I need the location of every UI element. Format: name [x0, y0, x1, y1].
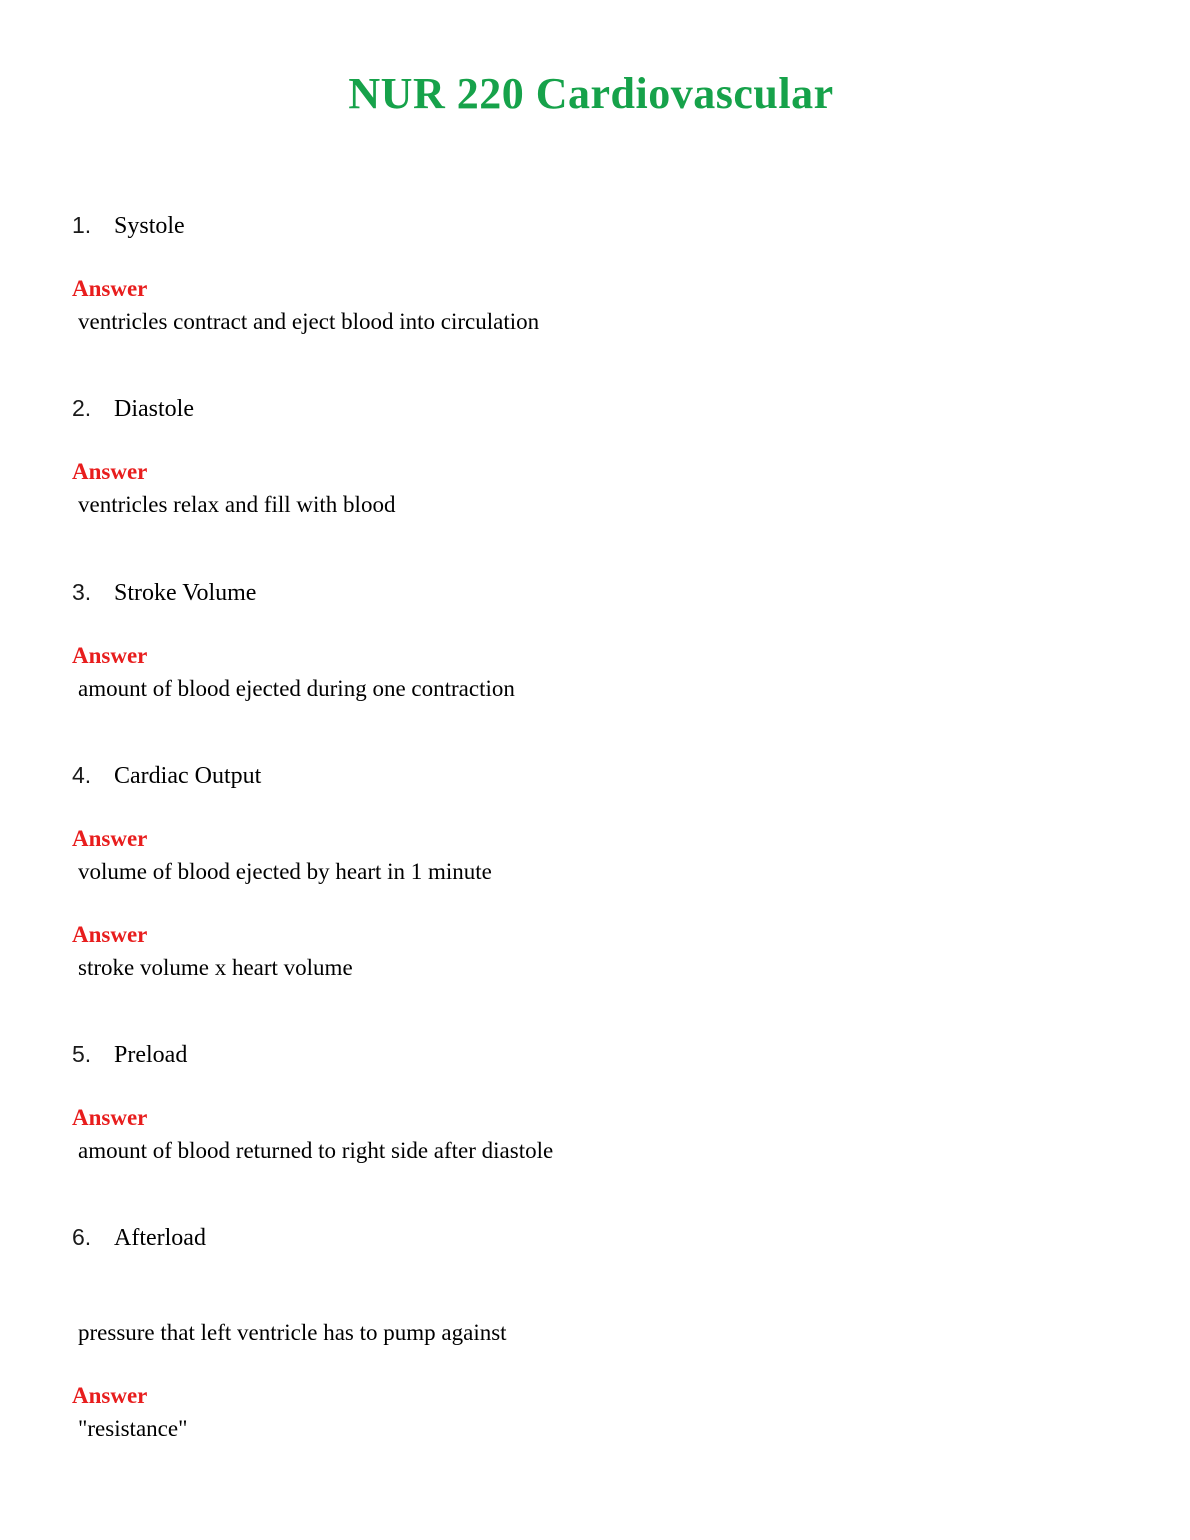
answer-text: amount of blood ejected during one contraction [78, 675, 515, 701]
item-term: Afterload [114, 1225, 206, 1252]
item-term: Cardiac Output [114, 762, 262, 789]
answer-text: stroke volume x heart volume [78, 954, 353, 980]
item-term: Preload [114, 1042, 188, 1069]
qa-item [72, 761, 1110, 984]
item-number: 5. [72, 1041, 92, 1068]
answer-text: ventricles relax and fill with blood [78, 492, 396, 518]
answer-block [72, 1381, 1110, 1445]
qa-item [72, 211, 1110, 338]
item-number: 3. [72, 578, 92, 605]
page-title: NUR 220 Cardiovascular [348, 69, 834, 118]
answer-text: ventricles contract and eject blood into circulation [78, 309, 540, 335]
qa-item [72, 1223, 1110, 1444]
item-blocks [72, 457, 1110, 521]
answer-label: Answer [72, 922, 148, 948]
answer-label: Answer [72, 1105, 148, 1131]
term-line [72, 394, 1110, 425]
answer-label: Answer [72, 276, 148, 302]
item-blocks [72, 824, 1110, 984]
term-line [72, 761, 1110, 792]
answer-text: amount of blood returned to right side after diastole [78, 1138, 554, 1164]
item-blocks [72, 274, 1110, 338]
item-blocks [72, 1317, 1110, 1445]
qa-item [72, 578, 1110, 705]
term-line [72, 578, 1110, 609]
answer-block [72, 457, 1110, 521]
answer-text: pressure that left ventricle has to pump against [78, 1319, 507, 1345]
answer-text: volume of blood ejected by heart in 1 minute [78, 858, 492, 884]
answer-block [72, 641, 1110, 705]
answer-label: Answer [72, 825, 148, 851]
answer-block [72, 1103, 1110, 1167]
item-blocks [72, 1103, 1110, 1167]
answer-block [72, 274, 1110, 338]
qa-list [72, 211, 1110, 1445]
answer-text: "resistance" [78, 1415, 188, 1441]
answer-label: Answer [72, 642, 148, 668]
item-number: 2. [72, 395, 92, 422]
answer-label: Answer [72, 1382, 148, 1408]
item-number: 4. [72, 761, 92, 788]
qa-item [72, 394, 1110, 521]
item-term: Diastole [114, 396, 194, 423]
item-number: 6. [72, 1224, 92, 1251]
term-line [72, 1223, 1110, 1254]
answer-block [72, 1317, 1110, 1349]
item-number: 1. [72, 212, 92, 238]
term-line [72, 1040, 1110, 1071]
item-blocks [72, 641, 1110, 705]
term-line [72, 211, 1110, 242]
answer-block [72, 824, 1110, 888]
item-term: Stroke Volume [114, 579, 257, 606]
answer-label: Answer [72, 459, 148, 485]
answer-block [72, 920, 1110, 984]
qa-item [72, 1040, 1110, 1167]
item-term: Systole [114, 213, 185, 239]
